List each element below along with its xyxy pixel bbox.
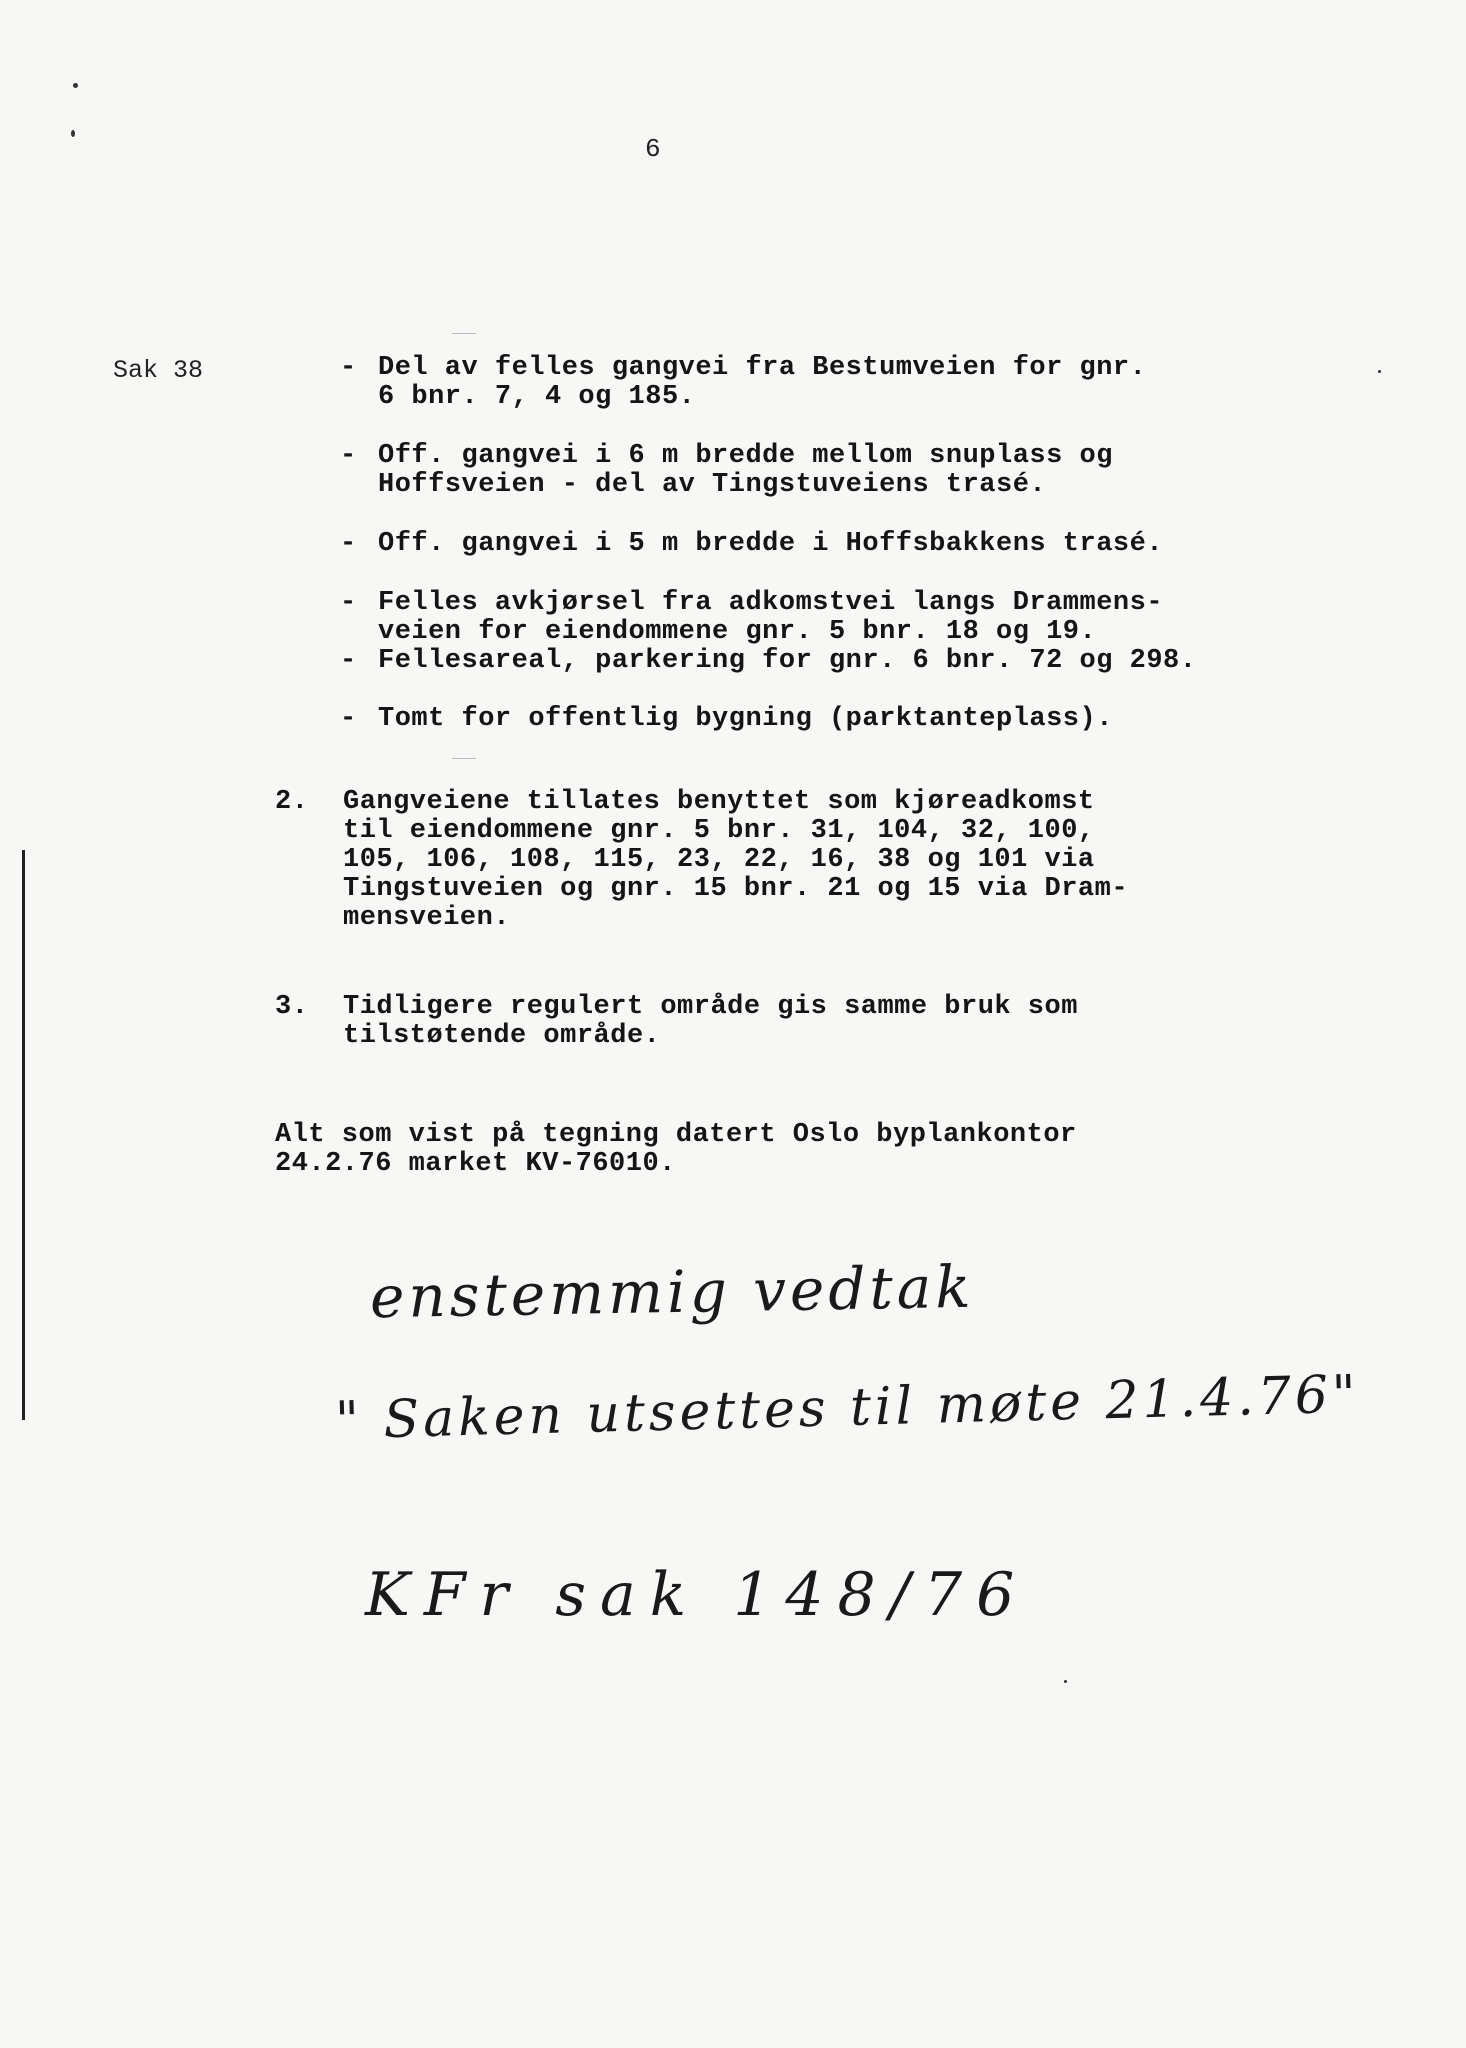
numbered-item <box>275 787 1129 933</box>
item-number: 2. <box>275 787 309 817</box>
bullet-dash: - <box>340 704 357 734</box>
numbered-item-text: Tidligere regulert område gis samme bruk som tilstøtende område. <box>343 992 1078 1051</box>
list-item-text: Off. gangvei i 5 m bredde i Hoffsbakkens trasé. <box>378 529 1164 559</box>
list-item-text: Tomt for offentlig bygning (parktanteplass). <box>378 704 1113 734</box>
bullet-dash: - <box>340 441 357 471</box>
item-number: 3. <box>275 992 309 1022</box>
scan-mark <box>452 333 476 334</box>
handwritten-case-reference: KFr sak 148/76 <box>365 1560 1029 1630</box>
list-item-text: Felles avkjørsel fra adkomstvei langs Drammens- veien for eiendommene gnr. 5 bnr. 18 og 19. <box>378 588 1164 647</box>
list-item-text: Fellesareal, parkering for gnr. 6 bnr. 72 og 298. <box>378 646 1197 676</box>
bullet-dash: - <box>340 353 357 383</box>
list-item-text: Off. gangvei i 6 m bredde mellom snuplass og Hoffsveien - del av Tingstuveiens trasé. <box>378 441 1113 500</box>
scan-edge-line <box>22 850 25 1420</box>
handwritten-note-postponed: " Saken utsettes til møte 21.4.76" <box>334 1364 1361 1452</box>
handwritten-note-decision: enstemmig vedtak <box>369 1252 975 1332</box>
scan-speck <box>73 83 78 88</box>
list-item-text: Del av felles gangvei fra Bestumveien for gnr. 6 bnr. 7, 4 og 185. <box>378 353 1147 412</box>
scan-speck <box>71 130 75 137</box>
bullet-dash: - <box>340 529 357 559</box>
numbered-item-text: Gangveiene tillates benyttet som kjøreadkomst til eiendommene gnr. 5 bnr. 31, 104, 32, 100, 105, 106, 108, 115, 23, 22, 16, 38 og 101 via Tingstuveien og gnr. 15 bnr. 21 og 15 via Dram- mensveien. <box>343 787 1129 933</box>
case-label: Sak 38 <box>113 356 204 385</box>
scan-speck <box>1064 1680 1067 1683</box>
bullet-dash: - <box>340 588 357 618</box>
page-number: 6 <box>645 134 661 164</box>
scan-speck <box>1378 370 1381 373</box>
bullet-dash: - <box>340 646 357 676</box>
scan-mark <box>452 758 476 759</box>
numbered-item <box>275 992 1078 1109</box>
closing-statement: Alt som vist på tegning datert Oslo byplankontor 24.2.76 market KV-76010. <box>275 1120 1077 1179</box>
